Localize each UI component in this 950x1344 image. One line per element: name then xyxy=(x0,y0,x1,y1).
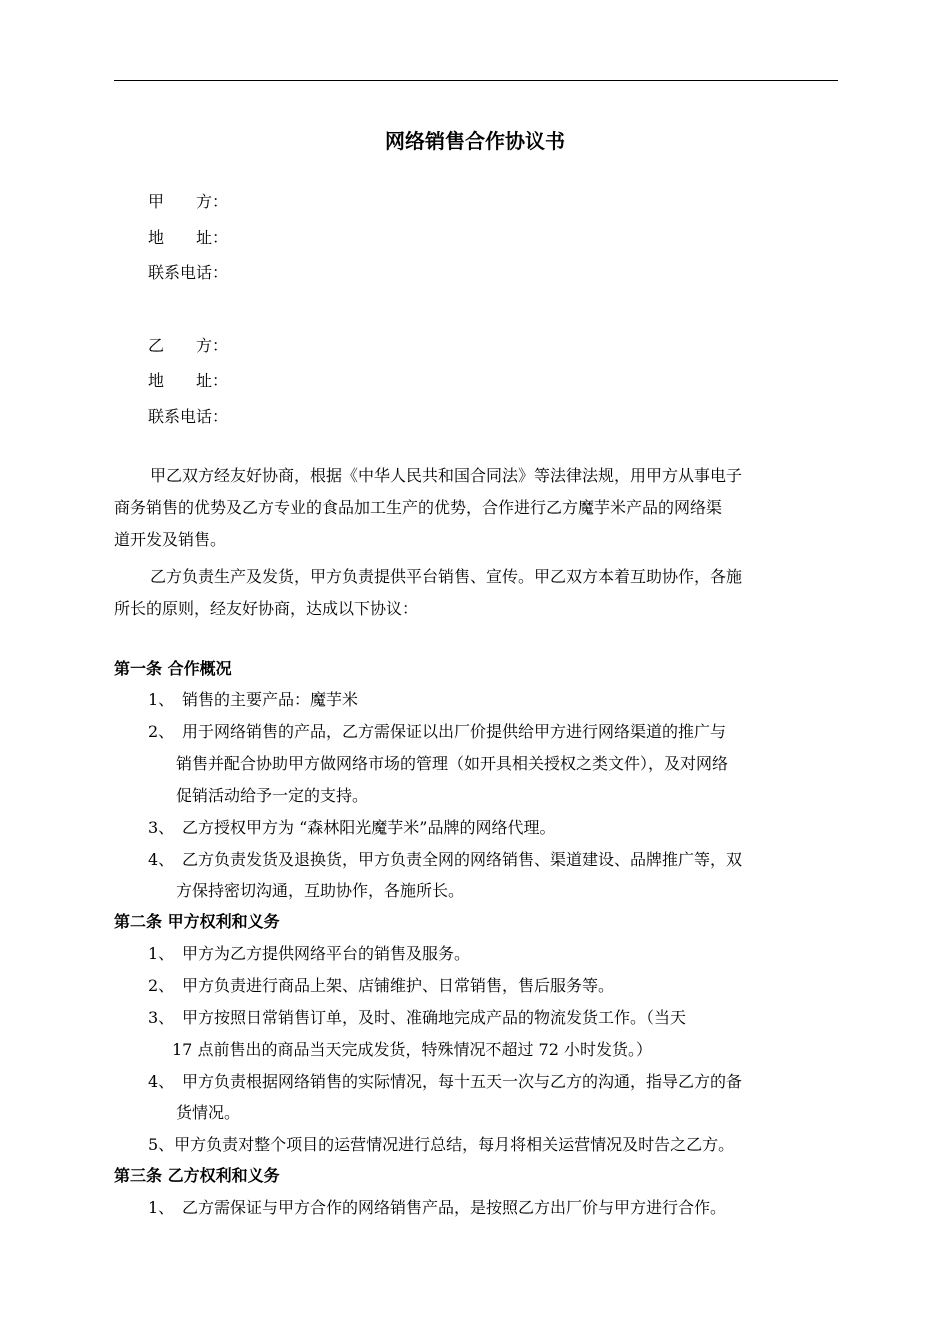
article2-item1 xyxy=(148,943,470,965)
party-b-phone-label: 联系电话： xyxy=(148,407,229,426)
article1-item2-line1: 用于网络销售的产品，乙方需保证以出厂价提供给甲方进行网络渠道的推广与 xyxy=(182,722,727,741)
list-number: 1、 xyxy=(148,1198,175,1217)
intro-p1-line3: 道开发及销售。 xyxy=(114,530,227,549)
intro-p1-line1: 甲乙双方经友好协商，根据《中华人民共和国合同法》等法律法规，用甲方从事电子 xyxy=(150,466,743,485)
intro-p1-line2: 商务销售的优势及乙方专业的食品加工生产的优势，合作进行乙方魔芋米产品的网络渠 xyxy=(114,498,723,517)
list-number: 1、 xyxy=(148,944,175,963)
list-number: 4、 xyxy=(148,1072,175,1091)
list-number: 2、 xyxy=(148,722,175,741)
article2-item4 xyxy=(148,1071,742,1093)
article1-heading: 第一条 合作概况 xyxy=(114,659,232,678)
list-number: 2、 xyxy=(148,976,175,995)
article3-item1 xyxy=(148,1197,726,1219)
list-number: 3、 xyxy=(148,1008,175,1027)
intro-p2-line2: 所长的原则，经友好协商，达成以下协议： xyxy=(114,599,419,618)
article1-item2-line3: 促销活动给予一定的支持。 xyxy=(176,786,369,805)
article2-item4-line2: 货情况。 xyxy=(176,1103,241,1122)
article1-item3-text: 乙方授权甲方为 “森林阳光魔芋米”品牌的网络代理。 xyxy=(182,818,556,837)
document-title: 网络销售合作协议书 xyxy=(385,129,565,153)
list-number: 4、 xyxy=(148,850,175,869)
article2-item2 xyxy=(148,975,614,997)
article1-item1-text: 销售的主要产品：魔芋米 xyxy=(182,690,359,709)
article1-item2-line2: 销售并配合协助甲方做网络市场的管理（如开具相关授权之类文件），及对网络 xyxy=(176,754,729,773)
article1-item1 xyxy=(148,689,358,711)
party-a-address-label: 地 址： xyxy=(148,228,229,247)
article2-item4-line1: 甲方负责根据网络销售的实际情况，每十五天一次与乙方的沟通，指导乙方的备 xyxy=(182,1072,743,1091)
list-number: 3、 xyxy=(148,818,175,837)
article2-item3 xyxy=(148,1007,686,1029)
article2-item3-line2: 17 点前售出的商品当天完成发货，特殊情况不超过 72 小时发货。） xyxy=(172,1040,652,1059)
party-b-address-label: 地 址： xyxy=(148,371,229,390)
article3-item1-text: 乙方需保证与甲方合作的网络销售产品，是按照乙方出厂价与甲方进行合作。 xyxy=(182,1198,727,1217)
party-a-name-label: 甲 方： xyxy=(148,192,229,211)
list-number: 1、 xyxy=(148,690,175,709)
article1-item4 xyxy=(148,849,742,871)
article1-item3 xyxy=(148,817,555,839)
article2-item1-text: 甲方为乙方提供网络平台的销售及服务。 xyxy=(182,944,471,963)
article2-item2-text: 甲方负责进行商品上架、店铺维护、日常销售，售后服务等。 xyxy=(182,976,615,995)
article1-item4-line2: 方保持密切沟通，互助协作，各施所长。 xyxy=(176,881,465,900)
article1-item2 xyxy=(148,721,726,743)
party-b-name-label: 乙 方： xyxy=(148,336,229,355)
article2-item5: 5、甲方负责对整个项目的运营情况进行总结，每月将相关运营情况及时告之乙方。 xyxy=(148,1135,735,1154)
article2-heading: 第二条 甲方权利和义务 xyxy=(114,912,280,931)
intro-p2-line1: 乙方负责生产及发货，甲方负责提供平台销售、宣传。甲乙双方本着互助协作，各施 xyxy=(150,567,743,586)
article1-item4-line1: 乙方负责发货及退换货，甲方负责全网的网络销售、渠道建设、品牌推广等，双 xyxy=(182,850,743,869)
article2-item3-line1: 甲方按照日常销售订单，及时、准确地完成产品的物流发货工作。（当天 xyxy=(182,1008,687,1027)
party-a-phone-label: 联系电话： xyxy=(148,263,229,282)
article3-heading: 第三条 乙方权利和义务 xyxy=(114,1166,280,1185)
header-rule xyxy=(114,80,838,81)
